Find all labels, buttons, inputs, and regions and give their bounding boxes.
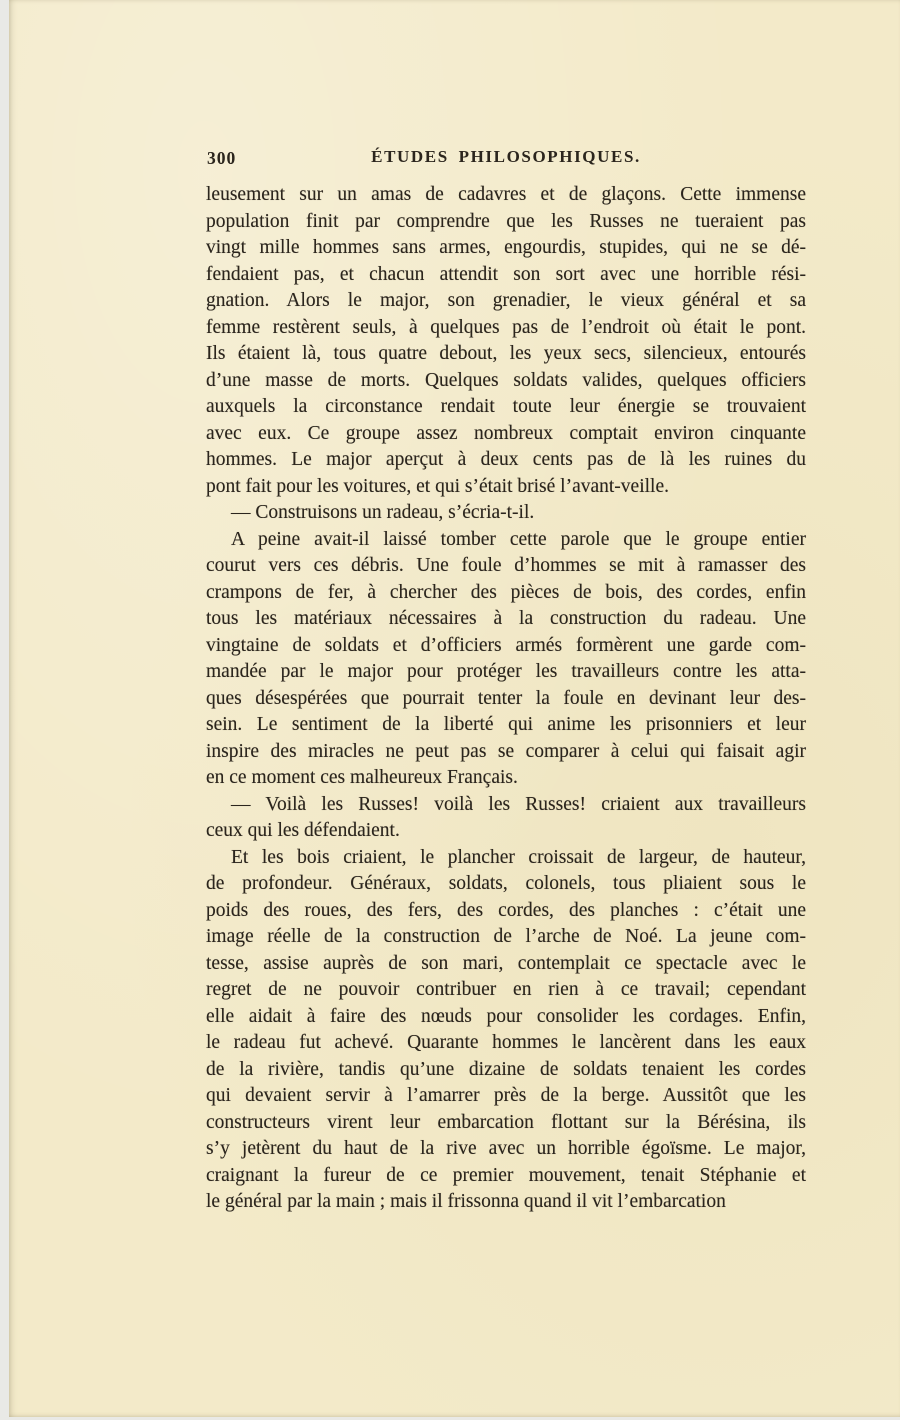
text-line: tous les matériaux nécessaires à la construction du radeau. Une xyxy=(206,608,806,629)
text-line: leusement sur un amas de cadavres et de glaçons. Cette immense xyxy=(206,184,806,205)
text-line: Et les bois criaient, le plancher croissait de largeur, de hauteur, xyxy=(231,846,806,868)
text-line: Ils étaient là, tous quatre debout, les yeux secs, silencieux, entourés xyxy=(206,343,806,364)
text-line: crampons de fer, à chercher des pièces de bois, des cordes, enfin xyxy=(206,581,806,603)
page-number: 300 xyxy=(207,148,237,168)
text-line: A peine avait-il laissé tomber cette parole que le groupe entier xyxy=(231,528,806,550)
text-line: inspire des miracles ne peut pas se comparer à celui qui faisait agir xyxy=(206,740,806,762)
text-line: courut vers ces débris. Une foule d’hommes se mit à ramasser des xyxy=(206,555,806,576)
text-line: ceux qui les défendaient. xyxy=(206,820,400,841)
text-line: population finit par comprendre que les Russes ne tueraient pas xyxy=(206,210,806,232)
text-line: de profondeur. Généraux, soldats, colonels, tous pliaient sous le xyxy=(206,873,806,894)
page-header xyxy=(206,147,806,171)
text-line: regret de ne pouvoir contribuer en rien à ce travail; cependant xyxy=(206,979,806,1000)
paragraph xyxy=(206,792,806,845)
text-line: qui devaient servir à l’amarrer près de la berge. Aussitôt que les xyxy=(206,1085,806,1106)
text-line: fendaient pas, et chacun attendit son sort avec une horrible rési- xyxy=(206,263,806,285)
paragraph xyxy=(206,182,806,500)
paragraph xyxy=(206,500,806,527)
text-line: mandée par le major pour protéger les travailleurs contre les atta- xyxy=(206,661,806,682)
body-text xyxy=(206,182,806,1216)
paragraph xyxy=(206,845,806,1216)
text-line: avec eux. Ce groupe assez nombreux comptait environ cinquante xyxy=(206,422,806,444)
text-line: — Construisons un radeau, s’écria-t-il. xyxy=(231,502,535,523)
text-line: le général par la main ; mais il frissonna quand il vit l’embarcation xyxy=(206,1191,726,1212)
text-line: hommes. Le major aperçut à deux cents pas de là les ruines du xyxy=(206,449,806,470)
text-line: — Voilà les Russes! voilà les Russes! criaient aux travailleurs xyxy=(231,793,806,815)
text-line: tesse, assise auprès de son mari, contemplait ce spectacle avec le xyxy=(206,952,806,974)
text-line: craignant la fureur de ce premier mouvement, tenait Stéphanie et xyxy=(206,1164,806,1186)
text-line: le radeau fut achevé. Quarante hommes le lancèrent dans les eaux xyxy=(206,1032,806,1053)
paragraph xyxy=(206,527,806,792)
running-title: ÉTUDES PHILOSOPHIQUES. xyxy=(371,147,641,166)
book-page xyxy=(9,0,900,1417)
text-line: d’une masse de morts. Quelques soldats valides, quelques officiers xyxy=(206,369,806,391)
text-line: sein. Le sentiment de la liberté qui anime les prisonniers et leur xyxy=(206,714,806,735)
text-line: image réelle de la construction de l’arche de Noé. La jeune com- xyxy=(206,926,806,947)
text-line: constructeurs virent leur embarcation flottant sur la Bérésina, ils xyxy=(206,1111,806,1133)
text-line: vingtaine de soldats et d’officiers armés formèrent une garde com- xyxy=(206,634,806,656)
text-line: en ce moment ces malheureux Français. xyxy=(206,767,518,788)
text-line: auxquels la circonstance rendait toute leur énergie se trouvaient xyxy=(206,396,806,417)
text-line: ques désespérées que pourrait tenter la foule en devinant leur des- xyxy=(206,687,806,709)
text-line: femme restèrent seuls, à quelques pas de l’endroit où était le pont. xyxy=(206,316,806,338)
text-line: gnation. Alors le major, son grenadier, le vieux général et sa xyxy=(206,290,806,311)
text-line: s’y jetèrent du haut de la rive avec un horrible égoïsme. Le major, xyxy=(206,1138,806,1159)
text-line: poids des roues, des fers, des cordes, des planches : c’était une xyxy=(206,899,806,921)
text-line: vingt mille hommes sans armes, engourdis, stupides, qui ne se dé- xyxy=(206,237,806,258)
text-line: pont fait pour les voitures, et qui s’était brisé l’avant-veille. xyxy=(206,475,669,497)
text-line: de la rivière, tandis qu’une dizaine de soldats tenaient les cordes xyxy=(206,1058,806,1080)
text-line: elle aidait à faire des nœuds pour consolider les cordages. Enfin, xyxy=(206,1005,806,1027)
